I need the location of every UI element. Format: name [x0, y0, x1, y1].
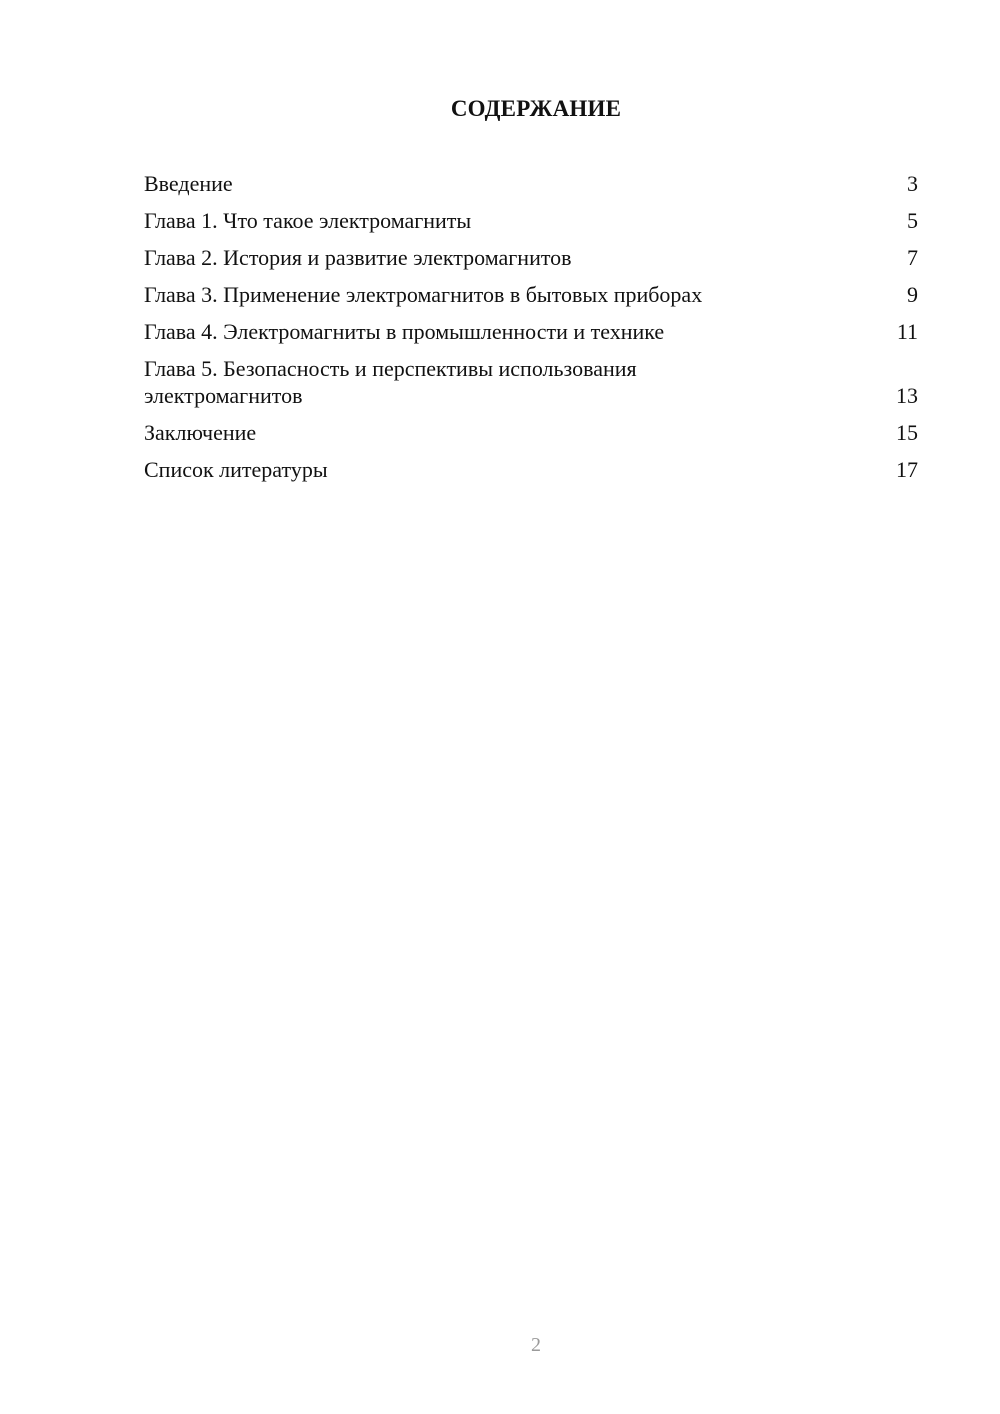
toc-entry-page: 3 — [907, 171, 918, 196]
toc-entry-page: 11 — [896, 319, 918, 344]
toc-entry-page: 13 — [896, 383, 918, 408]
toc-entry-page: 17 — [896, 457, 918, 482]
table-of-contents — [144, 170, 918, 493]
toc-entry-label: Глава 4. Электромагниты в промышленности и технике — [144, 319, 665, 344]
toc-entry[interactable] — [144, 207, 918, 234]
toc-entry[interactable] — [144, 355, 918, 409]
toc-entry-page: 7 — [907, 245, 918, 270]
toc-entry[interactable] — [144, 244, 918, 271]
toc-entry-page: 5 — [907, 208, 918, 233]
toc-entry[interactable] — [144, 281, 918, 308]
page-title: СОДЕРЖАНИЕ — [450, 96, 622, 121]
toc-entry-page: 9 — [907, 282, 918, 307]
toc-entry-label: Глава 3. Применение электромагнитов в бытовых приборах — [144, 282, 703, 307]
toc-entry-page: 15 — [896, 420, 918, 445]
toc-entry-label: Список литературы — [144, 457, 328, 482]
toc-entry-label: Глава 1. Что такое электромагниты — [144, 208, 472, 233]
toc-entry[interactable] — [144, 456, 918, 483]
toc-entry-label: Глава 2. История и развитие электромагнитов — [144, 245, 572, 270]
page-number: 2 — [531, 1334, 541, 1356]
toc-entry-label: Глава 5. Безопасность и перспективы использования электромагнитов — [144, 356, 637, 408]
toc-entry[interactable] — [144, 318, 918, 345]
toc-entry-label: Введение — [144, 171, 233, 196]
toc-entry[interactable] — [144, 170, 918, 197]
toc-entry-label: Заключение — [144, 420, 257, 445]
toc-entry[interactable] — [144, 419, 918, 446]
